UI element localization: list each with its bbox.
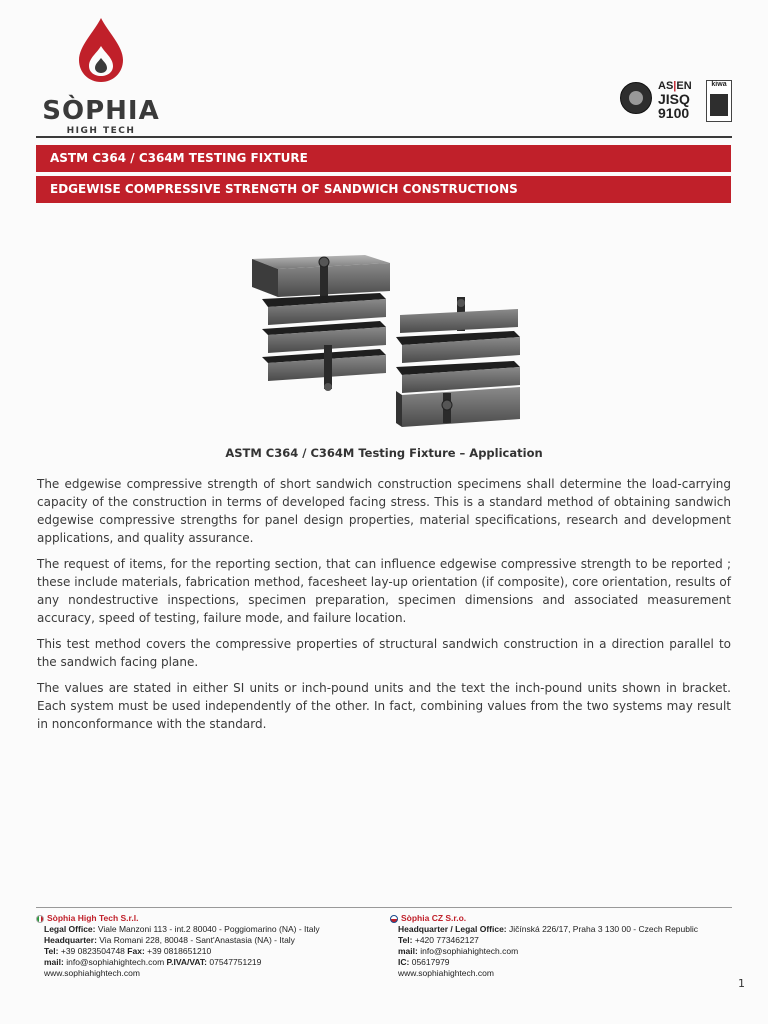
footer-label: P.IVA/VAT: [166, 957, 207, 967]
footer-czech [390, 913, 735, 979]
cert-en: EN [676, 80, 692, 92]
logo-wordmark: SÒPHIA [42, 96, 160, 126]
cert-number: 9100 [658, 105, 690, 121]
footer-divider [36, 907, 732, 908]
footer-headquarter: Jičínská 226/17, Praha 3 130 00 - Czech Republic [509, 924, 699, 934]
paragraph: The request of items, for the reporting section, that can influence edgewise compressive strength to be reported ; these include materials, fabrication method, facesheet lay-up orientation (if composite), core orientation, results of any nondestructive inspections, specimen preparation, specimen dimensions and associated measurement accuracy, speed of testing, failure mode, and failure location. [37, 557, 731, 625]
document-title: ASTM C364 / C364M TESTING FIXTURE [36, 145, 731, 172]
left-fixture [252, 255, 390, 391]
footer-tel: +39 0823504748 [60, 946, 125, 956]
header-divider [36, 136, 732, 138]
italy-flag-icon [36, 915, 44, 923]
footer-label: Headquarter: [44, 935, 97, 945]
footer-vat: 07547751219 [209, 957, 262, 967]
paragraph: The edgewise compressive strength of short sandwich construction specimens shall determine the load-carrying capacity of the construction in terms of developed facing stress. This is a standard method of obtaining sandwich edgewise compressive strengths for panel design properties, material specifications, research and development applications, and quality assurance. [37, 477, 731, 545]
czech-flag-icon [390, 915, 398, 923]
footer-label: mail: [398, 946, 418, 956]
footer-legal-office: Viale Manzoni 113 - int.2 80040 - Poggiomarino (NA) - Italy [97, 924, 320, 934]
page-number: 1 [738, 977, 745, 990]
figure-caption: ASTM C364 / C364M Testing Fixture – Application [225, 446, 543, 460]
footer-website: www.sophiahightech.com [398, 968, 494, 978]
footer-italy [36, 913, 376, 979]
footer-company: Sòphia CZ S.r.o. [401, 913, 467, 923]
kiwa-label: kiwa [711, 81, 727, 88]
footer-label: mail: [44, 957, 64, 967]
footer-label: Legal Office: [44, 924, 96, 934]
footer-label: Tel: [398, 935, 413, 945]
cert-jisq: JISQ [658, 91, 690, 107]
body-text [37, 475, 731, 741]
sophia-logo [36, 16, 166, 136]
footer-fax: +39 0818651210 [147, 946, 212, 956]
footer-company: Sòphia High Tech S.r.l. [47, 913, 139, 923]
logo-subtitle: HIGH TECH [66, 126, 136, 136]
footer-label: IC: [398, 957, 410, 967]
testing-fixture-image [250, 255, 520, 431]
footer-ic: 05617979 [411, 957, 450, 967]
paragraph: This test method covers the compressive properties of structural sandwich construction in a direction parallel to the sandwich facing plane. [37, 637, 731, 669]
accredia-seal-icon [620, 82, 652, 114]
right-fixture [396, 297, 520, 427]
paragraph: The values are stated in either SI units or inch-pound units and the text the inch-pound units shown in bracket. Each system must be used independently of the other. In fact, combining values from the two systems may result in nonconformance with the standard. [37, 681, 731, 731]
footer-headquarter: Via Romani 228, 80048 - Sant'Anastasia (NA) - Italy [99, 935, 295, 945]
footer-website: www.sophiahightech.com [44, 968, 140, 978]
footer-tel: +420 773462127 [414, 935, 479, 945]
footer-label: Tel: [44, 946, 59, 956]
document-subtitle: EDGEWISE COMPRESSIVE STRENGTH OF SANDWICH CONSTRUCTIONS [36, 176, 731, 203]
cert-as: AS [658, 80, 674, 92]
drop-logo-icon [76, 16, 126, 84]
kiwa-mark-icon [710, 94, 728, 116]
footer-label: Fax: [127, 946, 145, 956]
kiwa-badge [706, 80, 732, 122]
as-en-jisq-certification: AS|EN JISQ 9100 [658, 80, 692, 121]
footer-label: Headquarter / Legal Office: [398, 924, 507, 934]
footer-mail: info@sophiahightech.com [420, 946, 519, 956]
footer-mail: info@sophiahightech.com [66, 957, 165, 967]
